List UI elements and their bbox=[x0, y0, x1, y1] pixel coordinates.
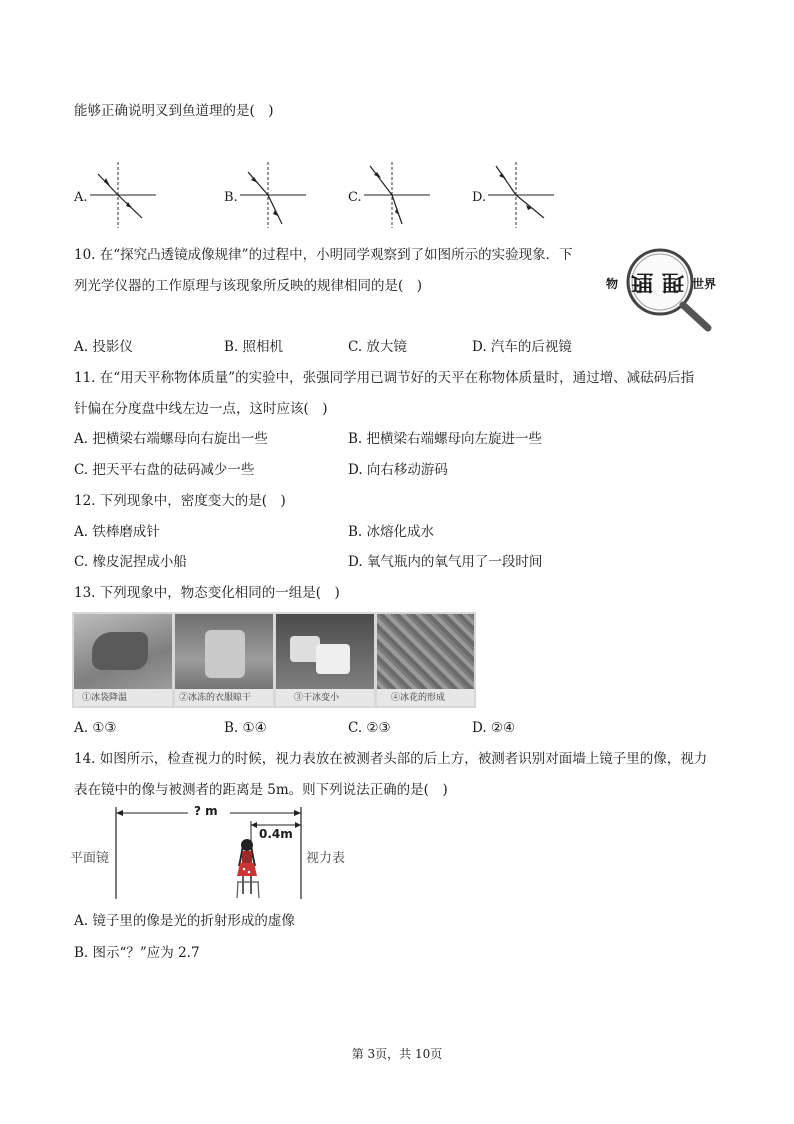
q12-option-b: B. 冰熔化成水 bbox=[348, 524, 435, 540]
q14-figure bbox=[70, 803, 370, 903]
person-icon bbox=[233, 836, 263, 900]
q11-stem-line2: 针偏在分度盘中线左边一点，这时应该( ) bbox=[74, 401, 328, 417]
q9-diagram-a bbox=[88, 160, 158, 230]
q9-diagram-d bbox=[486, 160, 556, 230]
q13-option-a: A. ①③ bbox=[74, 720, 117, 736]
q11-option-b: B. 把横梁右端螺母向左旋进一些 bbox=[348, 431, 543, 447]
q14-mirror-label: 平面镜 bbox=[70, 851, 110, 866]
q12-option-c: C. 橡皮泥捏成小船 bbox=[74, 554, 187, 570]
q14-stem-line1: 14. 如图所示，检查视力的时候，视力表放在被测者头部的后上方，被测者识别对面墙上镜子里的像，视力 bbox=[74, 751, 708, 767]
figure-word-left: 物 bbox=[606, 277, 619, 291]
q13-caption-3: ③干冰变小 bbox=[294, 693, 340, 703]
q14-stem-line2: 表在镜中的像与被测者的距离是 5m。则下列说法正确的是( ) bbox=[74, 782, 448, 798]
q9-diagram-c bbox=[362, 160, 432, 230]
q10-option-d: D. 汽车的后视镜 bbox=[472, 339, 572, 355]
q9-option-b-label: B. bbox=[224, 190, 238, 205]
q9-option-a-label: A. bbox=[74, 190, 88, 205]
figure-word-right: 世界 bbox=[692, 277, 717, 291]
q9-option-d-label: D. bbox=[472, 190, 487, 205]
q13-photo-1 bbox=[74, 614, 172, 706]
q10-magnifier-figure bbox=[604, 242, 724, 338]
q12-option-a: A. 铁棒磨成针 bbox=[74, 524, 160, 540]
q12-stem: 12. 下列现象中，密度变大的是( ) bbox=[74, 493, 286, 509]
q11-option-d: D. 向右移动游码 bbox=[348, 462, 448, 478]
q14-option-b: B. 图示“？”应为 2.7 bbox=[74, 945, 200, 961]
figure-word-center-1: 理 bbox=[631, 269, 654, 295]
q10-option-b: B. 照相机 bbox=[224, 339, 284, 355]
q9-option-c-label: C. bbox=[348, 190, 362, 205]
q13-photo-4 bbox=[377, 614, 474, 706]
figure-word-center-2: 理 bbox=[662, 269, 685, 295]
q12-option-d: D. 氧气瓶内的氧气用了一段时间 bbox=[348, 554, 543, 570]
q9-stem: 能够正确说明叉到鱼道理的是( ) bbox=[74, 103, 274, 119]
q10-stem-line2: 列光学仪器的工作原理与该现象所反映的规律相同的是( ) bbox=[74, 278, 423, 294]
q14-gap-label: 0.4m bbox=[259, 827, 293, 841]
q13-stem: 13. 下列现象中，物态变化相同的一组是( ) bbox=[74, 585, 340, 601]
q10-stem-line1: 10. 在“探究凸透镜成像规律”的过程中，小明同学观察到了如图所示的实验现象．下 bbox=[74, 247, 573, 263]
q13-caption-4: ④冰花的形成 bbox=[391, 693, 446, 703]
q13-caption-2: ②冰冻的衣服晾干 bbox=[179, 693, 252, 703]
q13-photo-3 bbox=[276, 614, 374, 706]
q10-option-c: C. 放大镜 bbox=[348, 339, 407, 355]
q13-option-c: C. ②③ bbox=[348, 720, 391, 736]
q14-eye-chart-label: 视力表 bbox=[306, 851, 346, 866]
q13-photo-strip bbox=[72, 612, 476, 708]
page-footer: 第 3页，共 10页 bbox=[351, 1047, 443, 1061]
q13-option-d: D. ②④ bbox=[472, 720, 516, 736]
q14-total-distance-label: ? m bbox=[194, 804, 218, 818]
q13-photo-2 bbox=[175, 614, 273, 706]
q11-option-a: A. 把横梁右端螺母向右旋出一些 bbox=[74, 431, 268, 447]
q11-stem-line1: 11. 在“用天平称物体质量”的实验中，张强同学用已调节好的天平在称物体质量时，通过增、减砝码后指 bbox=[74, 370, 695, 386]
q11-option-c: C. 把天平右盘的砝码减少一些 bbox=[74, 462, 255, 478]
q14-option-a: A. 镜子里的像是光的折射形成的虚像 bbox=[74, 913, 295, 929]
q10-option-a: A. 投影仪 bbox=[74, 339, 133, 355]
q9-diagram-b bbox=[238, 160, 308, 230]
q13-option-b: B. ①④ bbox=[224, 720, 267, 736]
q13-caption-1: ①冰袋降温 bbox=[82, 693, 128, 703]
